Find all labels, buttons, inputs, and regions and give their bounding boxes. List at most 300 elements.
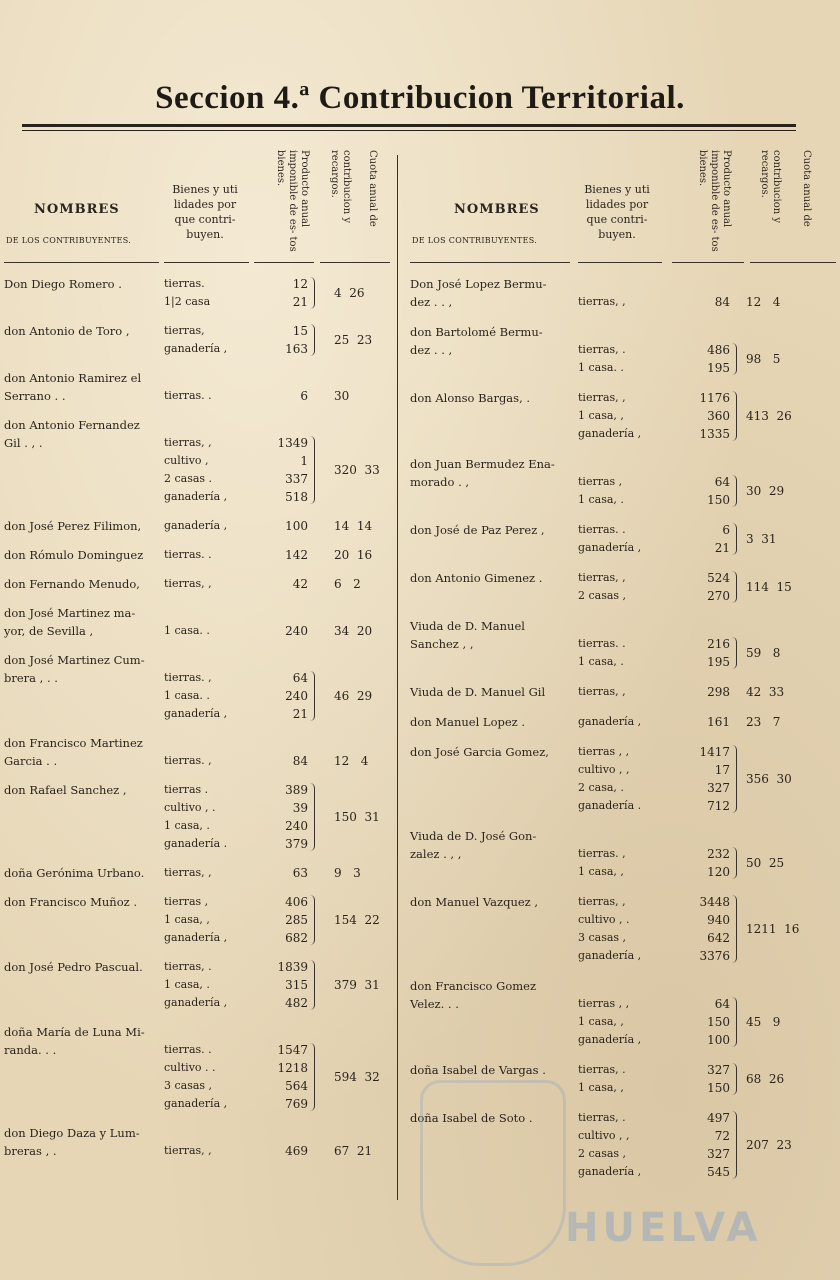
product-value: 64 (714, 475, 730, 489)
annual-quota: 12 4 (334, 754, 369, 768)
property-item: ganadería , (164, 490, 228, 503)
contributor-name-line: Gil . , . (4, 436, 43, 450)
property-list (578, 323, 626, 377)
product-value: 524 (707, 571, 730, 585)
property-item: ganadería , (578, 1033, 642, 1046)
product-value: 1176 (699, 391, 730, 405)
product-values (672, 521, 730, 557)
property-list (164, 958, 227, 1012)
header-contribucion-right: contribucion y recargos. (759, 150, 782, 223)
product-value: 1839 (277, 960, 308, 974)
property-item: 1 casa, . (164, 819, 210, 832)
contributor-name-line: morado . , (410, 475, 470, 489)
product-value: 486 (707, 343, 730, 357)
annual-quota: 12 4 (746, 295, 781, 309)
property-item: ganadería , (578, 949, 642, 962)
property-item (578, 827, 626, 845)
header-nombres-right: NOMBRES (454, 202, 540, 217)
property-item: tierras. . (578, 523, 626, 536)
brace-mark (732, 895, 737, 963)
property-item: ganadería , (578, 427, 642, 440)
product-value (672, 455, 730, 473)
property-item: tierras, , (164, 866, 212, 879)
contributor-name-line: don Alonso Bargas, . (410, 391, 531, 405)
property-list (164, 893, 227, 947)
contributor-name-line: Don José Lopez Bermu- (410, 277, 547, 291)
product-value: 100 (707, 1033, 730, 1047)
property-list (164, 781, 227, 853)
contributor-name-line: Serrano . . (4, 389, 66, 403)
annual-quota: 67 21 (334, 1144, 373, 1158)
contributor-name (410, 713, 525, 731)
product-value: 64 (292, 671, 308, 685)
product-values (252, 517, 308, 535)
property-list (578, 389, 641, 443)
property-list (164, 517, 227, 535)
property-item: 1 casa. . (164, 624, 210, 637)
brace-mark (732, 475, 737, 507)
list-item (410, 743, 838, 815)
property-list (578, 1109, 641, 1181)
property-item: 1|2 casa (164, 295, 211, 308)
property-item: tierras, , (164, 1144, 212, 1157)
property-item: ganadería , (164, 519, 228, 532)
product-values (672, 827, 730, 881)
property-item: 1 casa, , (578, 1015, 624, 1028)
brace-mark (732, 523, 737, 555)
title-rule-thin (22, 130, 796, 131)
contributor-name (410, 275, 547, 311)
list-item (410, 323, 838, 377)
contributor-name (410, 389, 530, 407)
property-list (578, 521, 641, 557)
property-item: ganadería , (164, 931, 228, 944)
property-item: tierras. (164, 277, 205, 290)
property-list (578, 617, 626, 671)
property-item: 2 casas , (578, 1147, 627, 1160)
product-value: 545 (707, 1165, 730, 1179)
product-values (252, 651, 308, 723)
title-rule-thick (22, 124, 796, 127)
contributor-name-line: don José Perez Filimon, (4, 519, 142, 533)
product-values (252, 275, 308, 311)
list-item (410, 683, 838, 701)
contributor-name-line: doña María de Luna Mi- (4, 1025, 145, 1039)
product-value: 327 (707, 1063, 730, 1077)
property-item: tierras , (164, 895, 209, 908)
contributor-name (4, 781, 127, 799)
header-producto: Producto anual imponible de es- tos bienes. (275, 150, 310, 252)
annual-quota: 68 26 (746, 1072, 785, 1086)
property-item: cultivo , . (164, 801, 216, 814)
product-value (252, 651, 308, 669)
product-values (252, 1124, 308, 1160)
annual-quota: 59 8 (746, 646, 781, 660)
watermark: HUELVA (565, 1205, 762, 1251)
property-item: tierras , , (578, 997, 630, 1010)
annual-quota: 23 7 (746, 715, 781, 729)
product-values (672, 455, 730, 509)
property-list (578, 1061, 626, 1097)
brace-mark (310, 277, 315, 309)
product-value: 1335 (699, 427, 730, 441)
product-value: 769 (285, 1097, 308, 1111)
property-item (578, 323, 626, 341)
product-value: 6 (722, 523, 730, 537)
property-list (164, 416, 227, 506)
property-list (578, 893, 641, 965)
list-item (4, 575, 392, 593)
product-value (252, 604, 308, 622)
contributor-name (4, 416, 140, 452)
contributor-name (410, 521, 545, 539)
product-values (252, 416, 308, 506)
property-item: cultivo , , (578, 1129, 630, 1142)
property-item (164, 416, 227, 434)
annual-quota: 45 9 (746, 1015, 781, 1029)
list-item (410, 389, 838, 443)
product-value (672, 977, 730, 995)
product-value: 42 (292, 577, 308, 591)
contributor-name (410, 893, 538, 911)
product-value: 482 (285, 996, 308, 1010)
property-list (164, 604, 210, 640)
product-value: 712 (707, 799, 730, 813)
contributor-name (4, 734, 143, 770)
list-item (4, 1124, 392, 1160)
product-values (252, 734, 308, 770)
list-item (4, 604, 392, 640)
contributor-name-line: Garcia . . (4, 754, 58, 768)
property-item (164, 651, 227, 669)
list-item (4, 864, 392, 882)
product-value: 17 (714, 763, 730, 777)
annual-quota: 98 5 (746, 352, 781, 366)
product-value: 6 (300, 389, 308, 403)
annual-quota: 25 23 (334, 333, 373, 347)
property-item (164, 734, 212, 752)
product-values (252, 958, 308, 1012)
product-value: 216 (707, 637, 730, 651)
contributor-name-line: don José Martinez ma- (4, 606, 136, 620)
contributor-name (4, 369, 141, 405)
header-cuota-right: Cuota anual de (801, 150, 812, 227)
list-item (4, 958, 392, 1012)
annual-quota: 356 30 (746, 772, 792, 786)
property-item: tierras. , (164, 671, 212, 684)
contributor-name-line: don Rafael Sanchez , (4, 783, 127, 797)
property-item (164, 1023, 227, 1041)
property-item (578, 455, 624, 473)
contributor-name (4, 322, 130, 340)
property-list (578, 569, 626, 605)
product-values (252, 322, 308, 358)
property-list (164, 864, 212, 882)
product-value: 232 (707, 847, 730, 861)
header-contribuyentes: DE LOS CONTRIBUYENTES. (6, 236, 132, 245)
product-value: 564 (285, 1079, 308, 1093)
property-item: ganadería , (164, 342, 228, 355)
brace-mark (310, 324, 315, 356)
product-value: 84 (292, 754, 308, 768)
annual-quota: 154 22 (334, 913, 380, 927)
product-value: 940 (707, 913, 730, 927)
contributor-name (4, 1023, 145, 1059)
property-list (578, 827, 626, 881)
contributor-name (4, 546, 143, 564)
product-value: 39 (292, 801, 308, 815)
contributor-name-line: don Manuel Vazquez , (410, 895, 539, 909)
contributor-name-line: don Francisco Martinez (4, 736, 143, 750)
contributor-name (4, 275, 122, 293)
product-values (252, 893, 308, 947)
property-item: tierras, , (578, 571, 626, 584)
product-value: 120 (707, 865, 730, 879)
contributor-name (4, 1124, 140, 1160)
product-value: 682 (285, 931, 308, 945)
property-item: 1 casa, , (578, 865, 624, 878)
annual-quota: 594 32 (334, 1070, 380, 1084)
product-value: 63 (292, 866, 308, 880)
property-item: tierras. . (164, 389, 212, 402)
contributor-name-line: doña Isabel de Soto . (410, 1111, 533, 1125)
property-item: 2 casas , (578, 589, 627, 602)
list-item (4, 322, 392, 358)
contributor-name-line: randa. . . (4, 1043, 57, 1057)
product-value: 240 (285, 689, 308, 703)
product-value: 72 (714, 1129, 730, 1143)
product-value: 12 (292, 277, 308, 291)
product-value: 84 (714, 295, 730, 309)
property-item (164, 1124, 212, 1142)
right-column (410, 140, 838, 1193)
list-item (4, 416, 392, 506)
annual-quota: 320 33 (334, 463, 380, 477)
product-value: 406 (285, 895, 308, 909)
product-values (672, 683, 730, 701)
property-item: tierras , (578, 475, 623, 488)
contributor-name-line: dez . . , (410, 295, 453, 309)
product-values (672, 1109, 730, 1181)
list-item (4, 781, 392, 853)
contributor-name-line: brera , . . (4, 671, 58, 685)
property-item: tierras. , (164, 754, 212, 767)
brace-mark (732, 571, 737, 603)
property-item: tierras, , (578, 295, 626, 308)
left-header (4, 140, 392, 265)
right-header (410, 140, 838, 265)
annual-quota: 42 33 (746, 685, 785, 699)
property-item: 2 casas . (164, 472, 213, 485)
contributor-name-line: don Manuel Lopez . (410, 715, 526, 729)
list-item (410, 827, 838, 881)
product-value (672, 617, 730, 635)
contributor-name-line: Sanchez , , (410, 637, 474, 651)
property-item: 1 casa, . (164, 978, 210, 991)
list-item (4, 893, 392, 947)
product-value: 150 (707, 1081, 730, 1095)
product-values (672, 569, 730, 605)
contributor-name-line: don Francisco Muñoz . (4, 895, 138, 909)
header-cuota: Cuota anual de (367, 150, 378, 227)
header-producto-right: Producto anual imponible de es- tos bienes. (697, 150, 732, 252)
list-item (410, 617, 838, 671)
brace-mark (310, 1043, 315, 1111)
property-item: ganadería , (578, 1165, 642, 1178)
product-values (672, 893, 730, 965)
product-value (252, 1124, 308, 1142)
product-value: 195 (707, 361, 730, 375)
property-list (578, 275, 626, 311)
brace-mark (732, 847, 737, 879)
annual-quota: 3 31 (746, 532, 777, 546)
product-value (252, 416, 308, 434)
archive-stamp (420, 1080, 566, 1266)
contributor-name (410, 1061, 546, 1079)
annual-quota: 30 29 (746, 484, 785, 498)
product-values (672, 389, 730, 443)
annual-quota: 14 14 (334, 519, 373, 533)
annual-quota: 1211 16 (746, 922, 800, 936)
contributor-name (4, 893, 137, 911)
product-value (252, 734, 308, 752)
property-list (164, 546, 212, 564)
product-value: 15 (292, 324, 308, 338)
product-value: 327 (707, 781, 730, 795)
list-item (410, 977, 838, 1049)
contributor-name (4, 604, 135, 640)
property-item: tierras, . (164, 960, 212, 973)
product-values (252, 1023, 308, 1113)
contributor-name-line: don Antonio de Toro , (4, 324, 130, 338)
product-value: 3376 (699, 949, 730, 963)
product-value (252, 1023, 308, 1041)
header-nombres: NOMBRES (34, 202, 120, 217)
contributor-name-line: don Antonio Gimenez . (410, 571, 543, 585)
property-item: tierras. . (578, 637, 626, 650)
contributor-name (4, 651, 145, 687)
contributor-name-line: yor, de Sevilla , (4, 624, 94, 638)
list-item (410, 713, 838, 731)
brace-mark (732, 391, 737, 441)
property-list (164, 1124, 212, 1160)
property-item: 3 casas , (164, 1079, 213, 1092)
product-value: 1218 (277, 1061, 308, 1075)
annual-quota: 6 2 (334, 577, 361, 591)
contributor-name (410, 323, 543, 359)
product-value: 100 (285, 519, 308, 533)
product-value: 360 (707, 409, 730, 423)
contributor-name-line: don Rómulo Dominguez (4, 548, 144, 562)
product-value: 64 (714, 997, 730, 1011)
brace-mark (732, 997, 737, 1047)
product-values (252, 781, 308, 853)
property-item: 1 casa. . (164, 689, 210, 702)
property-list (164, 322, 227, 358)
property-item (164, 369, 212, 387)
property-item: cultivo . . (164, 1061, 216, 1074)
product-value (672, 275, 730, 293)
product-values (672, 1061, 730, 1097)
list-item (4, 651, 392, 723)
product-value: 1349 (277, 436, 308, 450)
list-item (4, 369, 392, 405)
annual-quota: 379 31 (334, 978, 380, 992)
product-value: 3448 (699, 895, 730, 909)
annual-quota: 20 16 (334, 548, 373, 562)
property-item: 3 casas , (578, 931, 627, 944)
contributor-name-line: don Juan Bermudez Ena- (410, 457, 555, 471)
contributor-name-line: don José de Paz Perez , (410, 523, 545, 537)
product-value (252, 369, 308, 387)
header-bienes-right: Bienes y uti lidades por que contri- buyen. (584, 183, 650, 241)
product-value: 150 (707, 1015, 730, 1029)
brace-mark (732, 1111, 737, 1179)
list-item (410, 893, 838, 965)
annual-quota: 50 25 (746, 856, 785, 870)
property-item: tierras . (164, 783, 209, 796)
brace-mark (310, 783, 315, 851)
annual-quota: 114 15 (746, 580, 792, 594)
product-value: 161 (707, 715, 730, 729)
property-item: cultivo , . (578, 913, 630, 926)
property-item (578, 977, 641, 995)
product-value: 1417 (699, 745, 730, 759)
property-item: tierras. . (164, 1043, 212, 1056)
header-contribuyentes-right: DE LOS CONTRIBUYENTES. (412, 236, 538, 245)
product-value: 327 (707, 1147, 730, 1161)
brace-mark (732, 1063, 737, 1095)
contributor-name-line: don Diego Daza y Lum- (4, 1126, 140, 1140)
brace-mark (310, 671, 315, 721)
left-column (4, 140, 392, 1171)
contributor-name-line: don José Garcia Gomez, (410, 745, 549, 759)
property-list (578, 977, 641, 1049)
contributor-name-line: zalez . , , (410, 847, 462, 861)
property-item: tierras, . (578, 1063, 626, 1076)
product-values (252, 864, 308, 882)
contributor-name-line: Viuda de D. Manuel Gil (410, 685, 546, 699)
property-list (164, 1023, 227, 1113)
annual-quota: 4 26 (334, 286, 365, 300)
list-item (4, 275, 392, 311)
property-list (164, 575, 212, 593)
property-list (164, 275, 210, 311)
product-values (252, 546, 308, 564)
product-values (672, 713, 730, 731)
contributor-name (4, 864, 144, 882)
product-value: 195 (707, 655, 730, 669)
contributor-name-line: Viuda de D. José Gon- (410, 829, 537, 843)
list-item (4, 546, 392, 564)
property-list (164, 651, 227, 723)
contributor-name-line: dez . . , (410, 343, 453, 357)
list-item (410, 275, 838, 311)
property-item: tierras, , (164, 436, 212, 449)
product-value: 21 (714, 541, 730, 555)
product-value: 337 (285, 472, 308, 486)
product-values (672, 275, 730, 311)
brace-mark (310, 436, 315, 504)
property-item: ganadería . (164, 837, 228, 850)
contributor-name-line: don José Pedro Pascual. (4, 960, 143, 974)
list-item (410, 569, 838, 605)
property-item (164, 604, 210, 622)
product-values (672, 977, 730, 1049)
contributor-name (410, 617, 525, 653)
annual-quota: 46 29 (334, 689, 373, 703)
contributor-name-line: doña Isabel de Vargas . (410, 1063, 546, 1077)
